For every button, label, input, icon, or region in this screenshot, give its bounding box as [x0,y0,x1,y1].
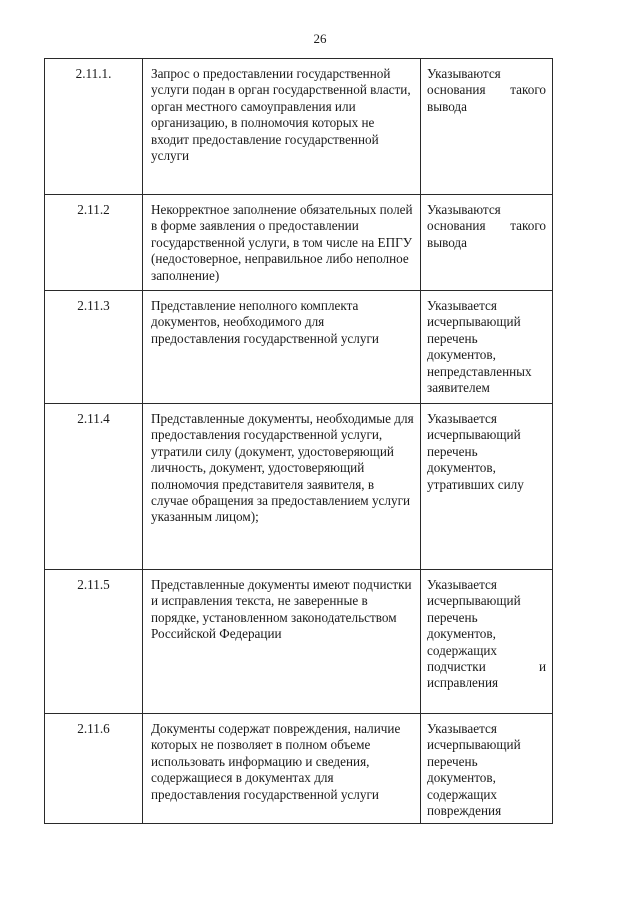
explanation-line: Указывается [427,411,497,426]
explanation-line: перечень [427,443,478,459]
refusal-reason-cell: Представленные документы имеют подчистки и исправления текста, не заверенные в порядке, установленном законодательством Российской Федерации [143,570,421,714]
explanation-line: основания такого [427,82,546,98]
explanation-line: основания такого [427,218,546,234]
refusal-reason-cell: Представление неполного комплекта документов, необходимого для предоставления государственной услуги [143,291,421,404]
item-number-cell: 2.11.6 [45,714,143,824]
explanation-line: содержащих [427,642,497,658]
explanation-cell [421,291,553,404]
table-row [45,570,553,714]
table-row [45,404,553,570]
explanation-line: документов, [427,770,496,786]
table-row [45,291,553,404]
explanation-line: Указываются [427,202,501,217]
explanation-line: документов, [427,626,496,642]
refusal-reason-cell: Некорректное заполнение обязательных полей в форме заявления о предоставлении государственной услуги, в том числе на ЕПГУ (недостоверное, неправильное либо неполное заполнение) [143,195,421,291]
explanation-line: Указываются [427,66,501,81]
explanation-line: утративших силу [427,476,524,492]
table-row [45,195,553,291]
explanation-line: исчерпывающий [427,427,521,443]
explanation-line: исчерпывающий [427,314,521,330]
explanation-line: Указывается [427,298,497,313]
refusal-grounds-table [44,58,553,824]
item-number-cell: 2.11.1. [45,59,143,195]
explanation-cell [421,195,553,291]
refusal-reason-cell: Документы содержат повреждения, наличие которых не позволяет в полном объеме использовать информацию и сведения, содержащиеся в документах для предоставления государственной услуги [143,714,421,824]
explanation-line: перечень [427,609,478,625]
item-number-cell: 2.11.2 [45,195,143,291]
explanation-line: вывода [427,98,467,114]
explanation-line: документов, [427,347,496,363]
explanation-line: исчерпывающий [427,737,521,753]
explanation-line: исчерпывающий [427,593,521,609]
explanation-line: заявителем [427,380,490,396]
table-row [45,59,553,195]
item-number-cell: 2.11.4 [45,404,143,570]
table-row [45,714,553,824]
refusal-reason-cell: Запрос о предоставлении государственной услуги подан в орган государственной власти, орган местного самоуправления или организацию, в полномочия которых не входит предоставление государственной услуги [143,59,421,195]
item-number-cell: 2.11.5 [45,570,143,714]
explanation-cell [421,714,553,824]
explanation-line: повреждения [427,803,502,819]
explanation-line: непредставленных [427,363,532,379]
explanation-line: подчистки и [427,659,546,675]
item-number-cell: 2.11.3 [45,291,143,404]
explanation-cell [421,404,553,570]
explanation-line: содержащих [427,786,497,802]
page-number: 26 [313,31,327,46]
explanation-line: Указывается [427,577,497,592]
explanation-line: перечень [427,330,478,346]
explanation-line: Указывается [427,721,497,736]
explanation-cell [421,570,553,714]
explanation-line: вывода [427,234,467,250]
explanation-line: исправления [427,675,499,691]
explanation-line: документов, [427,460,496,476]
refusal-reason-cell: Представленные документы, необходимые для предоставления государственной услуги, утратили силу (документ, удостоверяющий личность, документ, удостоверяющий полномочия представителя заявителя, в случае обращения за предоставлением услуги указанным лицом); [143,404,421,570]
table-body [45,59,553,824]
explanation-cell [421,59,553,195]
explanation-line: перечень [427,753,478,769]
